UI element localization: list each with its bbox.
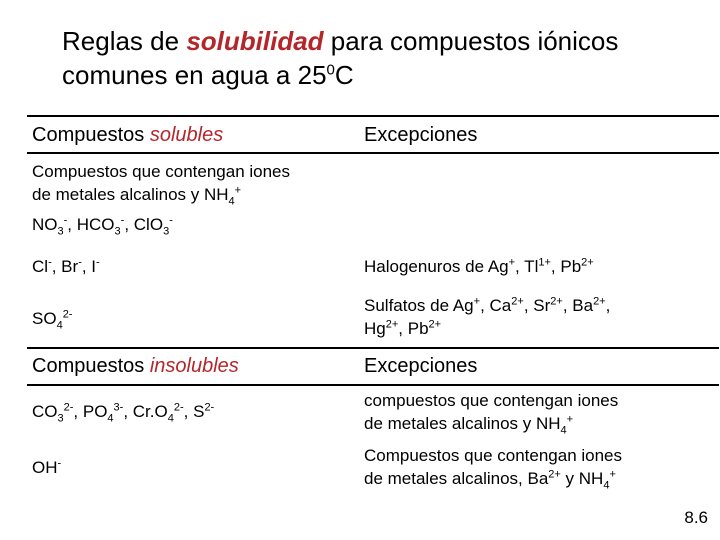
soluble-row4-ions: $SO_4^{2-}$ [32, 308, 73, 332]
insoluble-top-rule [27, 347, 719, 349]
soluble-header: Compuestos solubles [32, 124, 224, 146]
soluble-row1-line2: de metales alcalinos y $NH_4^+$ [32, 184, 242, 208]
soluble-row4-exceptions-line2: $Hg^{2+}$, $Pb^{2+}$ [364, 318, 442, 338]
insoluble-row2-ions: OH- [32, 457, 62, 477]
soluble-row1-line1: Compuestos que contengan iones [32, 162, 291, 181]
insoluble-row2-exceptions-line1: Compuestos que contengan iones [364, 446, 623, 465]
soluble-row3-exceptions: Halogenuros de Ag+, $Tl^{1+}$, $Pb^{2+}$ [364, 256, 594, 276]
slide-title-line1: Reglas de solubilidad para compuestos iónicos [62, 26, 619, 56]
insoluble-row1-exceptions-line2: de metales alcalinos y $NH_4^+$ [364, 413, 574, 437]
page-number: 8.6 [684, 508, 708, 527]
insoluble-header: Compuestos insolubles [32, 355, 239, 377]
soluble-row4-exceptions-line1: Sulfatos de Ag+, $Ca^{2+}$, $Sr^{2+}$, $Ba^{2+}$, [364, 295, 611, 315]
soluble-row3-ions: Cl-, Br-, I- [32, 256, 100, 276]
insoluble-header-rule [27, 384, 719, 386]
insoluble-exceptions-header: Excepciones [364, 355, 478, 377]
insoluble-row1-ions: $CO_3^{2-}$, $PO_4^{3-}$, $Cr.O_4^{2-}$, $S^{2-}$ [32, 401, 215, 425]
insoluble-row1-exceptions-line1: compuestos que contengan iones [364, 391, 619, 410]
insoluble-row2-exceptions-line2: de metales alcalinos, $Ba^{2+}$ y $NH_4^+$ [364, 468, 616, 492]
soluble-header-rule [27, 152, 719, 154]
insoluble-accent-word: insolubles [149, 355, 239, 377]
soluble-exceptions-header: Excepciones [364, 124, 478, 146]
slide-title-line2: comunes en agua a $25^0C$ [62, 60, 354, 90]
soluble-row2-ions: $NO_3^-$, $HCO_3^-$, ClO$_3$- [32, 214, 173, 238]
title-accent-word: solubilidad [186, 26, 324, 56]
soluble-accent-word: solubles [149, 124, 224, 146]
table-top-rule [27, 115, 719, 117]
